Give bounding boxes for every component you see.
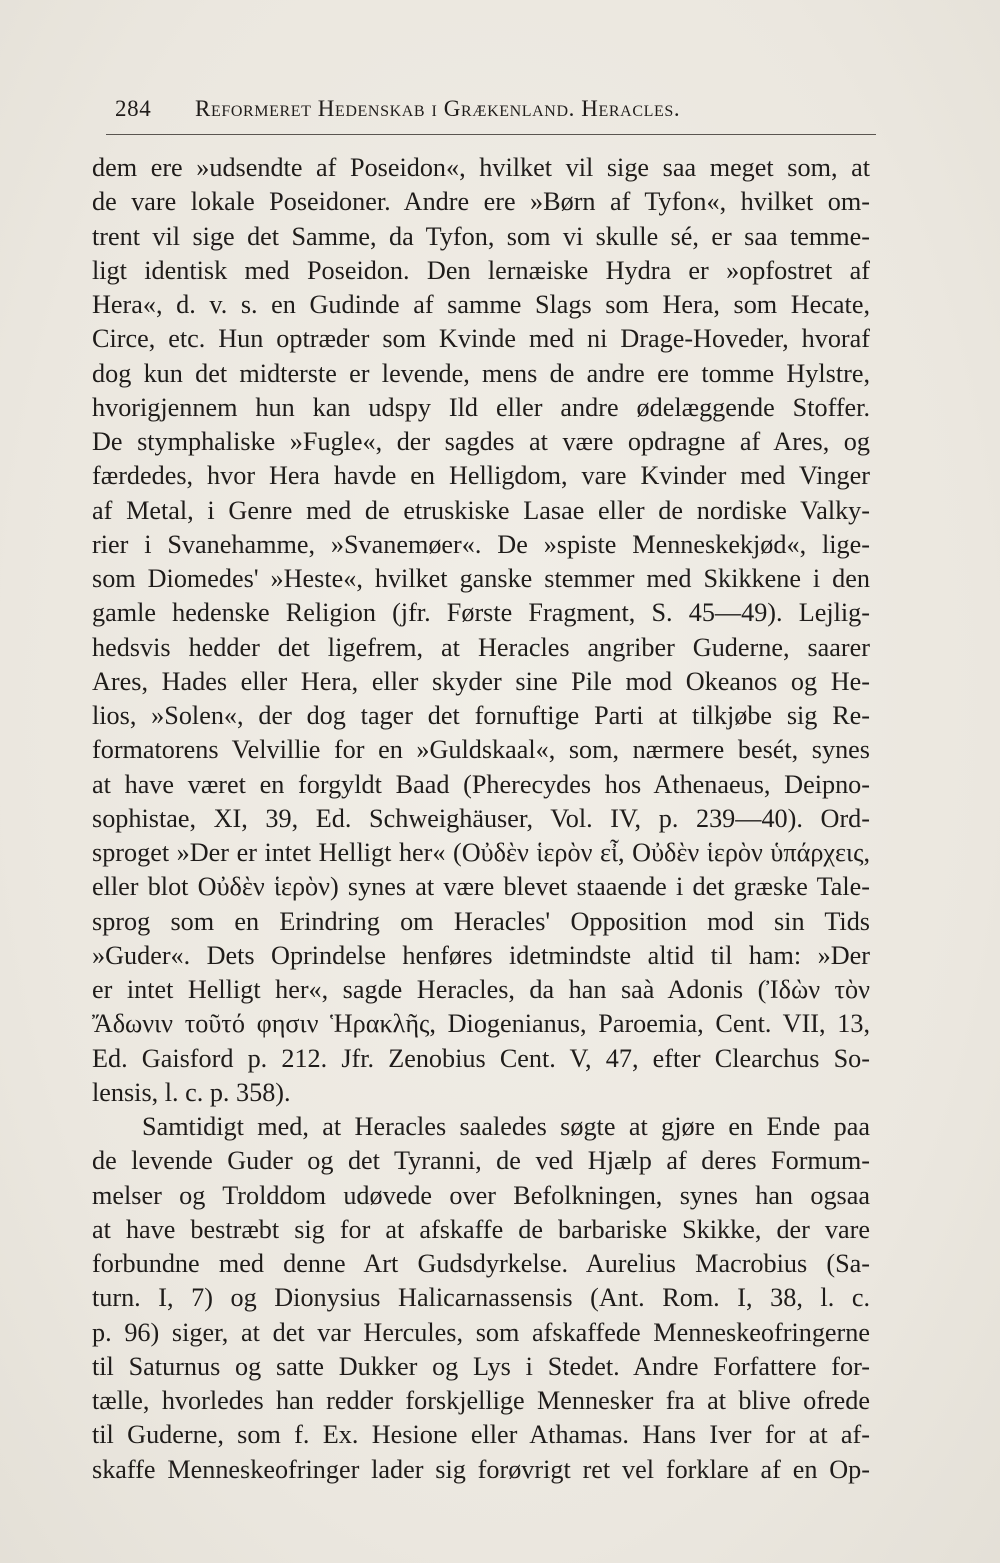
text-line: tælle, hvorledes han redder forskjellige Mennesker fra at blive ofrede	[92, 1386, 870, 1415]
text-line: af Metal, i Genre med de etruskiske Lasae eller de nordiske Valky-	[92, 495, 870, 525]
text-line: hedsvis hedder det ligefrem, at Heracles angriber Guderne, saarer	[92, 632, 870, 662]
text-line: melser og Trolddom udøvede over Befolkningen, synes han ogsaa	[92, 1180, 870, 1210]
text-line: »Guder«. Dets Oprindelse henføres idetmindste altid til ham: »Der	[92, 940, 870, 970]
running-title: Reformeret Hedenskab i Grækenland. Heracles.	[195, 96, 681, 121]
text-line: at have været en forgyldt Baad (Pherecydes hos Athenaeus, Deipno-	[92, 769, 870, 799]
paragraph-start-line: Samtidigt med, at Heracles saaledes søgte at gjøre en Ende paa	[142, 1112, 870, 1141]
text-line: gamle hedenske Religion (jfr. Første Fragment, S. 45—49). Lejlig-	[92, 598, 870, 628]
text-line: Ed. Gaisford p. 212. Jfr. Zenobius Cent. V, 47, efter Clearchus So-	[92, 1043, 870, 1073]
text-line: eller blot Οὐδὲν ἱερὸν) synes at være blevet staaende i det græske Tale-	[92, 872, 870, 902]
running-head	[115, 96, 875, 122]
text-line: De stymphaliske »Fugle«, der sagdes at være opdragne af Ares, og	[92, 427, 870, 456]
text-line: Circe, etc. Hun optræder som Kvinde med ni Drage-Hoveder, hvoraf	[92, 324, 870, 354]
text-line: formatorens Velvillie for en »Guldskaal«, som, nærmere besét, synes	[92, 735, 870, 765]
text-line: dem ere »udsendte af Poseidon«, hvilket vil sige saa meget som, at	[92, 153, 870, 182]
text-line: dog kun det midterste er levende, mens de andre ere tomme Hylstre,	[92, 358, 870, 388]
text-line: de levende Guder og det Tyranni, de ved Hjælp af deres Formum-	[92, 1146, 870, 1176]
text-line: p. 96) siger, at det var Hercules, som afskaffede Menneskeofringerne	[92, 1317, 870, 1347]
text-line: de vare lokale Poseidoner. Andre ere »Børn af Tyfon«, hvilket om-	[92, 187, 870, 217]
header-rule	[106, 134, 876, 135]
text-line: lios, »Solen«, der dog tager det fornuftige Parti at tilkjøbe sig Re-	[92, 701, 870, 730]
text-line: som Diomedes' »Heste«, hvilket ganske stemmer med Skikkene i den	[92, 564, 870, 593]
text-line: sophistae, XI, 39, Ed. Schweighäuser, Vol. IV, p. 239—40). Ord-	[92, 803, 870, 833]
text-line: sprog som en Erindring om Heracles' Opposition mod sin Tids	[92, 906, 870, 936]
text-line: skaffe Menneskeofringer lader sig forøvrigt ret vel forklare af en Op-	[92, 1454, 870, 1484]
text-line: Hera«, d. v. s. en Gudinde af samme Slags som Hera, som Hecate,	[92, 290, 870, 319]
text-line: er intet Helligt her«, sagde Heracles, da han saà Adonis (Ἰδὼν τὸν	[92, 975, 870, 1004]
text-line: færdedes, hvor Hera havde en Helligdom, vare Kvinder med Vinger	[92, 461, 870, 491]
text-line: trent vil sige det Samme, da Tyfon, som vi skulle sé, er saa temme-	[92, 221, 870, 251]
body-text	[92, 151, 870, 1487]
text-line: at have bestræbt sig for at afskaffe de barbariske Skikke, der vare	[92, 1214, 870, 1244]
text-line: til Saturnus og satte Dukker og Lys i Stedet. Andre Forfattere for-	[92, 1351, 870, 1381]
text-line: sproget »Der er intet Helligt her« (Οὐδὲν ἱερὸν εἶ, Οὐδὲν ἱερὸν ὑπάρχεις,	[92, 838, 870, 867]
paragraph-end-line: lensis, l. c. p. 358).	[92, 1077, 291, 1107]
text-line: turn. I, 7) og Dionysius Halicarnassensis (Ant. Rom. I, 38, l. c.	[92, 1283, 870, 1313]
text-line: hvorigjennem hun kan udspy Ild eller andre ødelæggende Stoffer.	[92, 392, 870, 422]
text-line: forbundne med denne Art Gudsdyrkelse. Aurelius Macrobius (Sa-	[92, 1249, 870, 1278]
page-number: 284	[115, 96, 152, 121]
text-line: Ἄδωνιν τοῦτό φησιν Ἡρακλῆς, Diogenianus, Paroemia, Cent. VII, 13,	[92, 1009, 870, 1039]
text-line: til Guderne, som f. Ex. Hesione eller Athamas. Hans Iver for at af-	[92, 1420, 870, 1450]
text-line: rier i Svanehamme, »Svanemøer«. De »spiste Menneskekjød«, lige-	[92, 529, 870, 559]
text-line: ligt identisk med Poseidon. Den lernæiske Hydra er »opfostret af	[92, 255, 870, 285]
text-line: Ares, Hades eller Hera, eller skyder sine Pile mod Okeanos og He-	[92, 666, 870, 696]
